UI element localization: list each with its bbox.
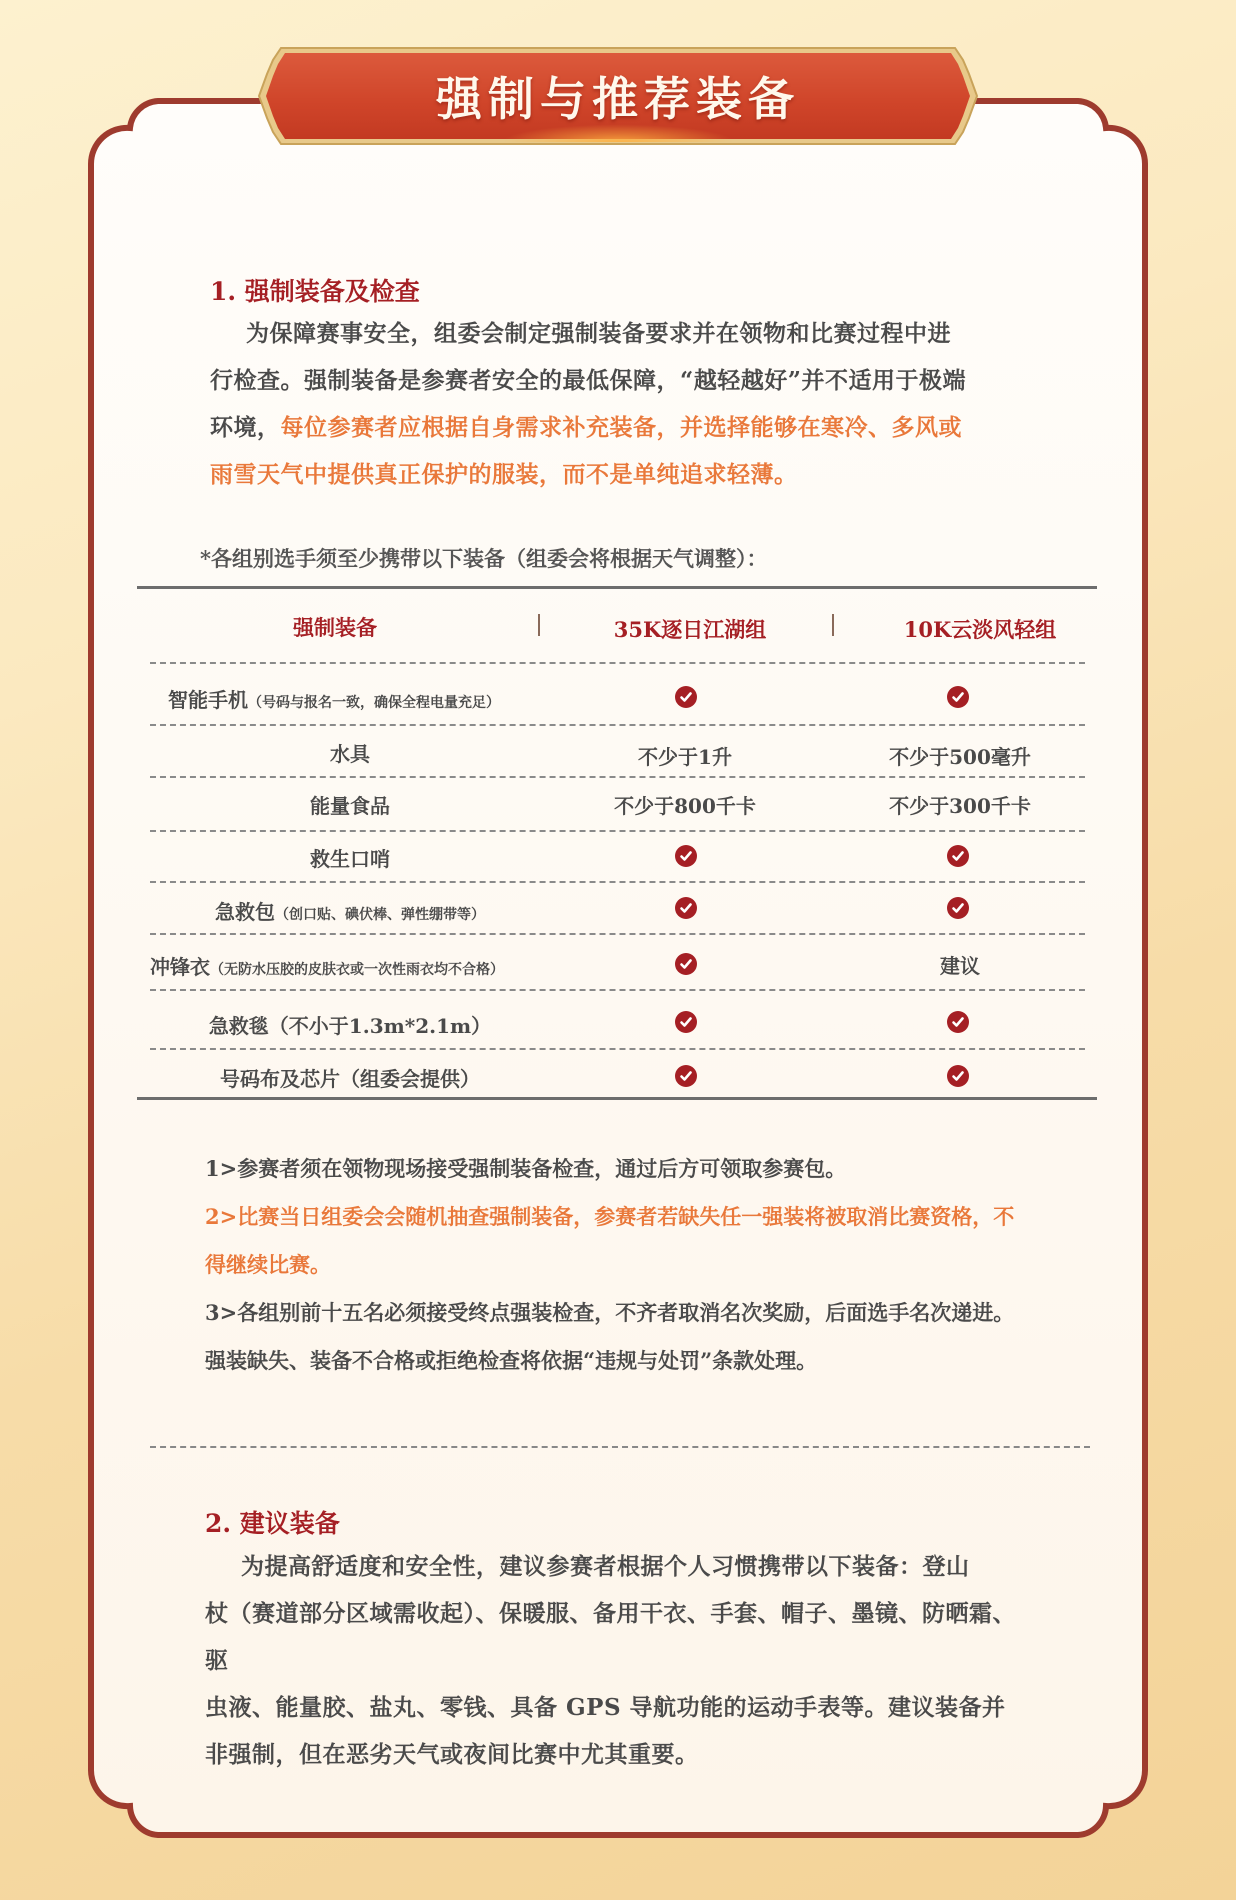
row-divider [150, 662, 1085, 664]
highlight-text: 雨雪天气中提供真正保护的服装，而不是单纯追求轻薄。 [210, 461, 798, 488]
para-line: 虫液、能量胶、盐丸、零钱、具备 GPS 导航功能的运动手表等。建议装备并 [205, 1694, 1006, 1721]
table-intro-note: *各组别选手须至少携带以下装备（组委会将根据天气调整）： [200, 546, 768, 571]
section1-paragraph [210, 310, 1030, 498]
table-cell-35k: 不少于800千卡 [614, 794, 756, 818]
table-row-item: 智能手机（号码与报名一致，确保全程电量充足） [168, 688, 500, 712]
table-row-item: 水具 [330, 742, 370, 766]
section-divider [150, 1446, 1090, 1448]
rule-item-highlighted: 2>比赛当日组委会会随机抽查强制装备，参赛者若缺失任一强装将被取消比赛资格，不得继续比赛。 [205, 1204, 1015, 1277]
table-row-item: 救生口哨 [310, 847, 390, 871]
para-line: 行检查。强制装备是参赛者安全的最低保障，“越轻越好”并不适用于极端 [210, 367, 966, 394]
column-divider [538, 614, 540, 636]
para-line: 杖（赛道部分区域需收起）、保暖服、备用干衣、手套、帽子、墨镜、防晒霜、驱 [205, 1600, 1016, 1674]
table-row-item: 冲锋衣（无防水压胶的皮肤衣或一次性雨衣均不合格） [150, 955, 504, 979]
check-icon [675, 686, 697, 708]
table-cell-35k: 不少于1升 [638, 745, 732, 769]
table-row-item: 能量食品 [310, 794, 390, 818]
column-divider [832, 614, 834, 636]
para-line: 环境，每位参赛者应根据自身需求补充装备，并选择能够在寒冷、多风或 [210, 414, 962, 441]
highlight-text: 每位参赛者应根据自身需求补充装备，并选择能够在寒冷、多风或 [280, 414, 962, 441]
check-icon [947, 845, 969, 867]
inspection-rules [205, 1145, 1035, 1385]
check-icon [947, 686, 969, 708]
rule-item: 1>参赛者须在领物现场接受强制装备检查，通过后方可领取参赛包。 [205, 1156, 847, 1181]
row-divider [150, 881, 1085, 883]
row-divider [150, 776, 1085, 778]
row-divider [150, 1048, 1085, 1050]
header-10k: 10K云淡风轻组 [903, 617, 1057, 642]
check-icon [675, 1011, 697, 1033]
header-equipment: 强制装备 [293, 615, 377, 640]
check-icon [675, 953, 697, 975]
table-cell-10k: 建议 [940, 954, 980, 978]
row-divider [150, 830, 1085, 832]
table-top-rule [137, 586, 1097, 589]
para-line [210, 451, 1030, 498]
section2-paragraph [205, 1543, 1035, 1778]
row-divider [150, 724, 1085, 726]
table-bottom-rule [137, 1097, 1097, 1100]
header-35k: 35K逐日江湖组 [613, 617, 767, 642]
check-icon [675, 1065, 697, 1087]
title-banner [253, 42, 983, 150]
table-cell-10k: 不少于300千卡 [889, 794, 1031, 818]
section2-heading: 2. 建议装备 [205, 1509, 340, 1538]
table-row-item: 急救包（创口贴、碘伏棒、弹性绷带等） [215, 900, 485, 924]
banner-title: 强制与推荐装备 [436, 72, 800, 126]
row-divider [150, 989, 1085, 991]
para-line: 非强制，但在恶劣天气或夜间比赛中尤其重要。 [205, 1741, 699, 1768]
rule-item: 3>各组别前十五名必须接受终点强装检查，不齐者取消名次奖励，后面选手名次递进。强装缺失、装备不合格或拒绝检查将依据“违规与处罚”条款处理。 [205, 1300, 1015, 1373]
table-row-item: 号码布及芯片（组委会提供） [220, 1067, 480, 1091]
check-icon [947, 897, 969, 919]
check-icon [675, 845, 697, 867]
section1-heading: 1. 强制装备及检查 [210, 277, 420, 306]
para-line: 为提高舒适度和安全性，建议参赛者根据个人习惯携带以下装备：登山 [241, 1553, 970, 1580]
row-divider [150, 933, 1085, 935]
table-cell-10k: 不少于500毫升 [889, 745, 1031, 769]
check-icon [675, 897, 697, 919]
para-line: 为保障赛事安全，组委会制定强制装备要求并在领物和比赛过程中进 [246, 320, 951, 347]
check-icon [947, 1011, 969, 1033]
check-icon [947, 1065, 969, 1087]
table-row-item: 急救毯（不小于1.3m*2.1m） [208, 1014, 492, 1038]
